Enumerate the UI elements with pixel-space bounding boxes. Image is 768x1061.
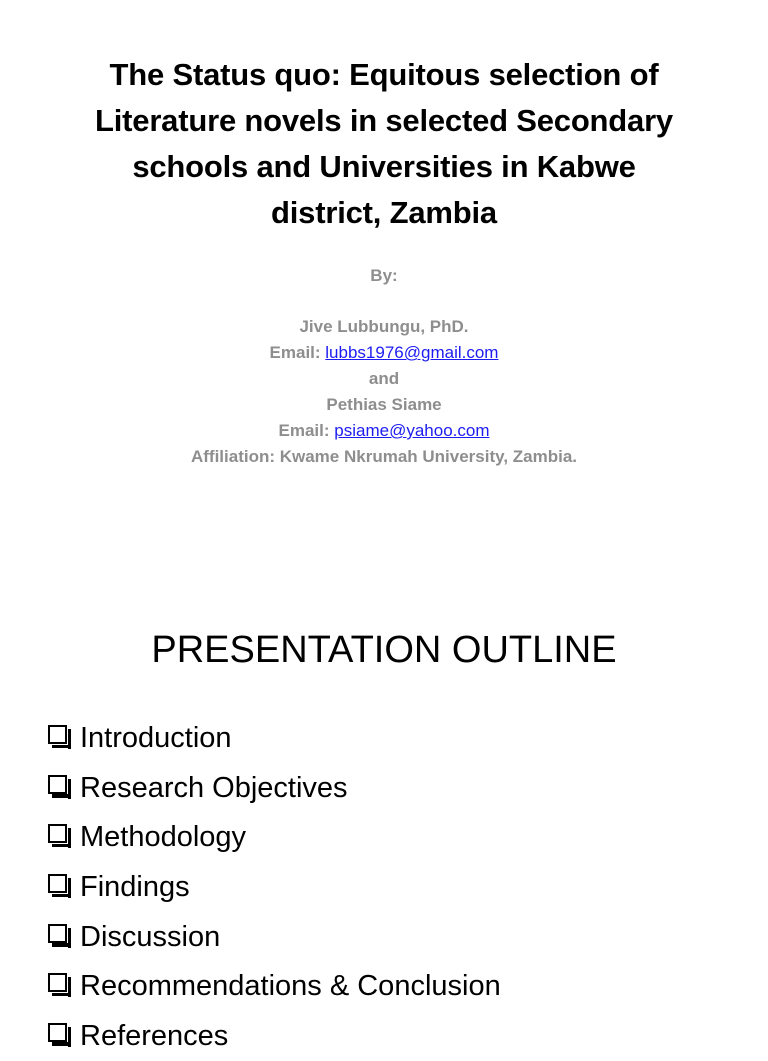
checkbox-icon — [48, 874, 67, 893]
list-item — [48, 863, 501, 913]
author2-email-line — [0, 418, 768, 444]
email-label: Email: — [269, 343, 326, 362]
author2-name: Pethias Siame — [326, 395, 442, 414]
author1-email-line — [0, 340, 768, 366]
outline-heading: PRESENTATION OUTLINE — [151, 629, 617, 671]
title-line: The Status quo: Equitous selection of — [109, 57, 659, 92]
author1-email-link[interactable]: lubbs1976@gmail.com — [325, 343, 499, 362]
list-item-label: Discussion — [80, 920, 221, 953]
list-item-label: Research Objectives — [80, 771, 348, 804]
list-item-label: Findings — [80, 871, 190, 904]
by-label: By: — [370, 266, 398, 285]
author2-email-link[interactable]: psiame@yahoo.com — [334, 421, 490, 440]
checkbox-icon — [48, 1023, 67, 1042]
list-item — [48, 714, 501, 764]
list-item — [48, 764, 501, 814]
list-item — [48, 962, 501, 1012]
list-item-label: References — [80, 1019, 229, 1052]
list-item-label: Methodology — [80, 821, 247, 854]
checkbox-icon — [48, 775, 67, 794]
title-line: schools and Universities in Kabwe — [132, 149, 636, 184]
list-item-label: Recommendations & Conclusion — [80, 970, 501, 1003]
list-item-label: Introduction — [80, 722, 232, 755]
email-label: Email: — [278, 421, 335, 440]
title-line: Literature novels in selected Secondary — [95, 103, 673, 138]
list-item — [48, 912, 501, 962]
checkbox-icon — [48, 824, 67, 843]
spacer — [0, 289, 768, 314]
checkbox-icon — [48, 725, 67, 744]
byline — [0, 263, 768, 470]
affiliation: Affiliation: Kwame Nkrumah University, Zambia. — [190, 447, 578, 466]
list-item — [48, 1012, 501, 1061]
outline-slide — [0, 590, 768, 1052]
presentation-title — [30, 52, 738, 236]
checkbox-icon — [48, 973, 67, 992]
author1-name: Jive Lubbungu, PhD. — [299, 317, 469, 336]
outline-list — [48, 714, 501, 1061]
title-line: district, Zambia — [271, 195, 497, 230]
and-label: and — [368, 369, 400, 388]
list-item — [48, 813, 501, 863]
checkbox-icon — [48, 924, 67, 943]
